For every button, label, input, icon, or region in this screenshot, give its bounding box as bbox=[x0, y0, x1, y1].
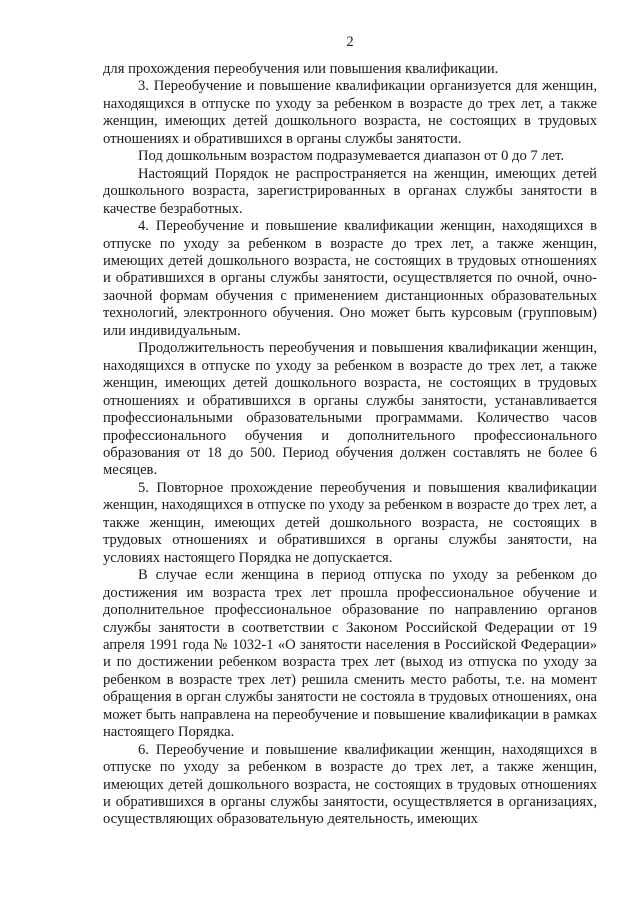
paragraph-5: 5. Повторное прохождение переобучения и повышения квалификации женщин, находящихся в отпуске по уходу за ребенком в возрасте до трех лет, а также женщин, имеющих детей дошкольного возраста, не состоящих в трудовых отношениях и обратившихся в органы службы занятости, на условиях настоящего Порядка не допускается. bbox=[103, 479, 597, 566]
paragraph-preschool-age: Под дошкольным возрастом подразумевается диапазон от 0 до 7 лет. bbox=[138, 148, 565, 165]
paragraph-continuation: для прохождения переобучения или повышения квалификации. bbox=[103, 61, 499, 77]
paragraph-6: 6. Переобучение и повышение квалификации женщин, находящихся в отпуске по уходу за ребенком в возрасте до трех лет, а также женщин, имеющих детей дошкольного возраста, не состоящих в трудовых отношениях и обратившихся в органы службы занятости, осуществляется в организациях, осуществляющих образовательную деятельность, имеющих bbox=[103, 741, 597, 828]
paragraph-4: 4. Переобучение и повышение квалификации женщин, находящихся в отпуске по уходу за ребенком в возрасте до трех лет, а также женщин, имеющих детей дошкольного возраста, не состоящих в трудовых отношениях и обратившихся в органы службы занятости, осуществляется по очной, очно-заочной формам обучения с применением дистанционных образовательных технологий, электронного обучения. Оно может быть курсовым (групповым) или индивидуальным. bbox=[103, 218, 597, 339]
paragraph-scope-exclusion: Настоящий Порядок не распространяется на женщин, имеющих детей дошкольного возраста, зарегистрированных в органах службы занятости в качестве безработных. bbox=[103, 165, 597, 217]
paragraph-duration: Продолжительность переобучения и повышения квалификации женщин, находящихся в отпуске по уходу за ребенком в возрасте до трех лет, а также женщин, имеющих детей дошкольного возраста, не состоящих в трудовых отношениях и обратившихся в органы службы занятости, устанавливается профессиональными образовательными программами. Количество часов профессионального обучения и дополнительного профессионального образования от 18 до 500. Период обучения должен составлять не более 6 месяцев. bbox=[103, 340, 597, 479]
paragraph-exception-case: В случае если женщина в период отпуска по уходу за ребенком до достижения им возраста трех лет прошла профессиональное обучение и дополнительное профессиональное образование по направлению органов службы занятости в соответствии с Законом Российской Федерации от 19 апреля 1991 года № 1032-1 «О занятости населения в Российской Федерации» и по достижении ребенком возраста трех лет (выход из отпуска по уходу за ребенком в возрасте трех лет) решила сменить место работы, т.е. на момент обращения в орган службы занятости не состояла в трудовых отношениях, она может быть направлена на переобучение и повышение квалификации в рамках настоящего Порядка. bbox=[103, 567, 597, 741]
page-number: 2 bbox=[346, 34, 354, 50]
document-page bbox=[103, 34, 597, 829]
paragraph-3: 3. Переобучение и повышение квалификации организуется для женщин, находящихся в отпуске по уходу за ребенком в возрасте до трех лет, а также женщин, имеющих детей дошкольного возраста, не состоящих в трудовых отношениях и обратившихся в органы службы занятости. bbox=[103, 78, 597, 147]
